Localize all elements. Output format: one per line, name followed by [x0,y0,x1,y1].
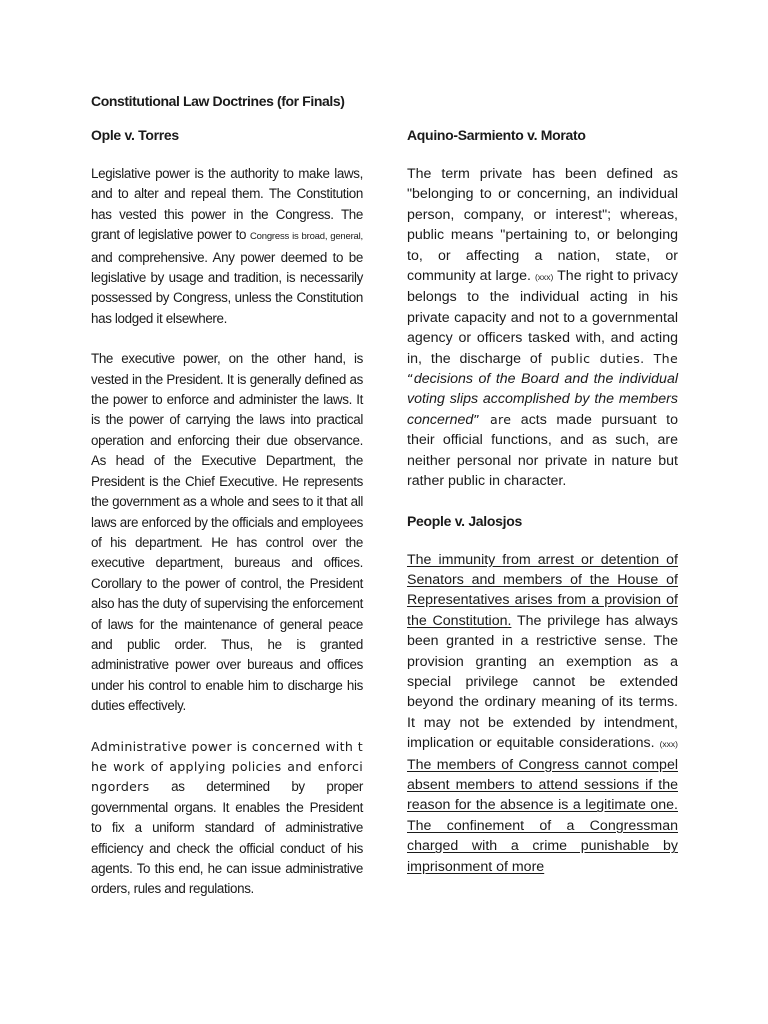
omission-marker: (xxx) [659,739,678,750]
omission-marker: (xxx) [534,272,554,283]
paragraph-immunity [407,550,678,878]
document-title: Constitutional Law Doctrines (for Finals) [91,93,345,109]
small-text-segment: Congress is broad, general, [250,231,363,243]
paragraph-private-public [407,164,678,492]
text-segment: ” are [473,411,512,427]
case-heading-people-v-jalosjos: People v. Jalosjos [407,512,522,529]
text-segment: The right to privacy belongs to the individual acting in his private capacity and not to a governmental agency or officers tasked with, and acting in, the discharge of [407,268,678,367]
left-column [91,126,363,920]
underlined-text: The immunity from arrest or detention of Senators and members of the House of Representatives arises from a provision of the Constitution. [407,551,678,629]
paragraph-administrative-power [91,737,363,900]
case-heading-ople-v-torres: Ople v. Torres [91,127,179,143]
paragraph-legislative-power [91,164,363,329]
text-segment: and comprehensive. Any power deemed to be legislative by usage and tradition, is necessarily possessed by Congress, unless the Constitution has lodged it elsewhere. [91,249,363,326]
text-segment: The term private has been defined as "belonging to or concerning, an individual person, company, or interest"; whereas, public means "pertaining to, or belonging to, or affecting a nation, state, or community at large. [407,166,678,285]
text-segment: public duties. The “ [407,350,678,387]
paragraph-executive-power: The executive power, on the other hand, is vested in the President. It is generally defined as the power to enforce and administer the laws. It is the power of carrying the laws into practical operation and enforcing their due observance. As head of the Executive Department, the President is the Chief Executive. He represents the government as a whole and sees to it that all laws are enforced by the officials and employees of his department. He has control over the executive department, bureaus and offices. Corollary to the power of control, the President also has the duty of supervising the enforcement of laws for the maintenance of general peace and public order. Thus, he is granted administrative power over bureaus and offices under his control to enable him to discharge his duties effectively. [91,351,363,714]
text-segment: The privilege has always been granted in a restrictive sense. The provision granting an exemption as a special privilege cannot be extended beyond the ordinary meaning of its terms. It may not be extended by intendment, implication or equitable considerations. [407,612,678,752]
right-column [407,126,678,897]
text-segment: Legislative power is the authority to make laws, and to alter and repeal them. The Constitution has vested this power in the Congress. The grant of legislative power to [91,166,363,243]
text-segment: as determined by proper governmental organs. It enables the President to fix a uniform standard of administrative efficiency and check the official conduct of his agents. To this end, he can issue administrative orders, rules and regulations. [91,779,363,897]
italic-quote: decisions of the Board and the individual voting slips accomplished by the members concerned [407,371,678,428]
underlined-text: The members of Congress cannot compel absent members to attend sessions if the reason for the absence is a legitimate one. The confinement of a Congressman charged with a crime punishable by imprisonment of more [407,756,678,875]
case-heading-aquino-sarmiento-v-morato: Aquino-Sarmiento v. Morato [407,127,586,143]
text-segment: acts made pursuant to their official functions, and as such, are neither personal nor private in nature but rather public in character. [407,411,678,490]
text-segment-wide: Administrative power is concerned with t he work of applying policies and enforci ngorders [91,738,363,795]
